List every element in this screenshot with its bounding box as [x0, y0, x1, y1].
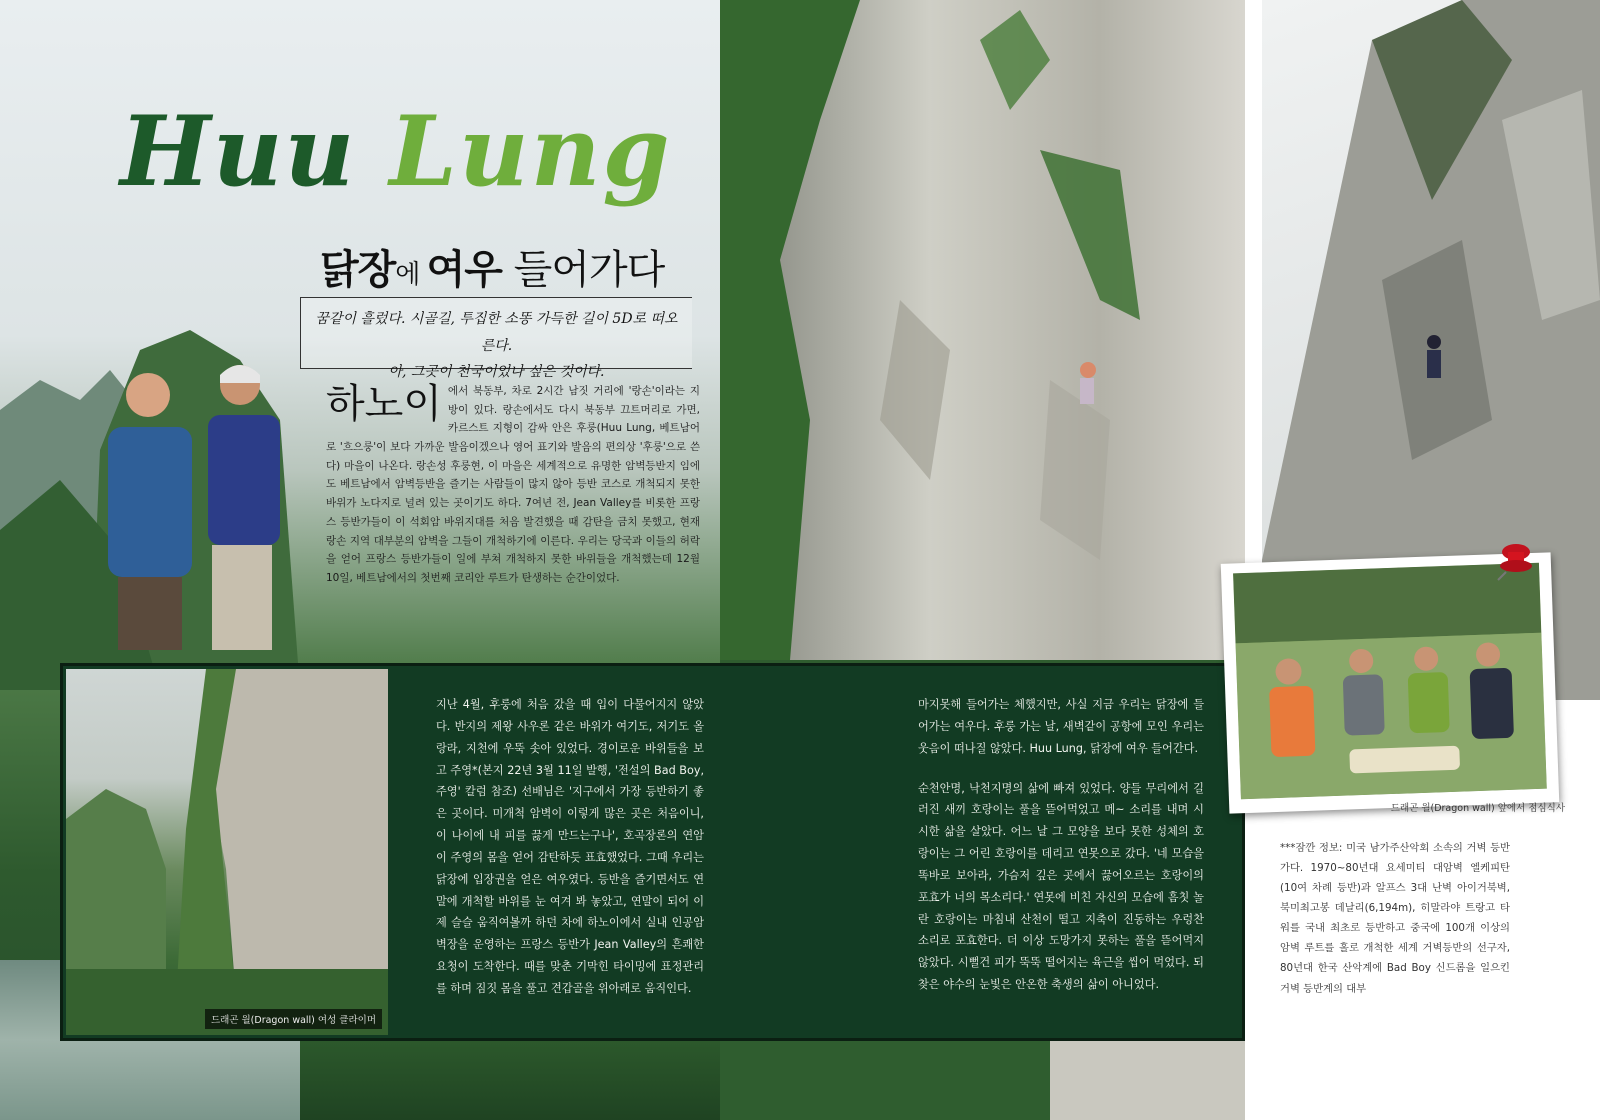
headline-word-lung: Lung [389, 95, 672, 208]
story-column-2-paragraph-1: 마지못해 들어가는 체했지만, 사실 지금 우리는 닭장에 들어가는 여우다. 후룽 가는 날, 새벽같이 공항에 모인 우리는 웃음이 떠나질 않았다. Huu Lung, 닭장에 여우 들어간다. [918, 698, 1204, 755]
lede-quote [300, 297, 692, 381]
lunch-snapshot [1221, 552, 1560, 813]
subtitle-part-1: 닭장 [320, 247, 396, 293]
subtitle [320, 238, 664, 295]
climbers-portrait-photo [60, 355, 310, 650]
subtitle-part-2: 에 [395, 260, 427, 290]
dragon-wall-caption: 드래곤 월(Dragon wall) 여성 클라이머 [205, 1009, 382, 1029]
subtitle-part-4: 들어가다 [501, 247, 665, 293]
lede-line-1: 꿈같이 흘렀다. 시골길, 투집한 소똥 가득한 길이 5D로 떠오른다. [315, 311, 678, 354]
lunch-group-illustration [1233, 563, 1547, 800]
subtitle-part-3: 여우 [426, 247, 502, 293]
lunch-snapshot-caption: 드래곤 월(Dragon wall) 앞에서 점심식사 [1390, 803, 1565, 814]
story-column-2-paragraph-2: 순천안명, 낙천지명의 삶에 빠져 있었다. 양들 무리에서 길 러진 새끼 호랑이는 풀을 뜯어먹었고 메~ 소리를 내며 시시한 삶을 살았다. 어느 날 그 모양을 보다 못한 성체의 호랑이는 그 어린 호랑이를 데리고 연못으로 갔다. '네 모습을 똑바로 보아라, 가슴저 깊은 곳에서 끓어오르는 호랑이의 포효가 너의 목소리다.' 연못에 비친 자신의 모습에 흠칫 놀란 호랑이는 마침내 산천이 떨고 지축이 진동하는 우렁찬 소리로 포효한다. 더 이상 도망가지 못하는 풀을 뜯어먹지 않았다. 시뻘건 피가 뚝뚝 떨어지는 육근을 씹어 먹었다. 되찾은 야수의 눈빛은 안온한 축생의 삶이 아니었다. [918, 781, 1204, 992]
lede-line-2: 아, 그곳이 천국이었나 싶은 것이다. [388, 364, 605, 381]
red-pushpin-icon [1492, 538, 1536, 582]
story-column-1 [436, 694, 704, 1000]
intro-dropcap: 하노이 [326, 381, 442, 427]
intro-body: 에서 북동부, 차로 2시간 남짓 거리에 '랑손'이라는 지방이 있다. 랑손에서도 다시 북동부 끄트머리로 가면, 카르스트 지형이 감싸 안은 후룽(Huu Lung, 베트남어로 '흐으룽'이 보다 가까운 발음이겠으나 영어 표기와 발음의 편의상 '후룽'으로 쓴다) 마을이 나온다. 랑손성 후룽현, 이 마을은 세계적으로 유명한 암벽등반지 임에도 베트남에서 암벽등반을 즐기는 사람들이 많지 않아 등반 코스로 개척되지 못한 바위가 노다지로 널려 있는 곳이기도 하다. 7여년 전, Jean Valley를 비롯한 프랑스 등반가들이 이 석회암 바위지대를 처음 발견했을 때 감탄을 금치 못했고, 현재 랑손 지역 대부분의 암벽을 그들이 개척하기에 이른다. 우리는 당국과 이들의 허락을 얻어 프랑스 등반가들이 일에 부쳐 개척하지 못한 바위들을 개척했는데 12월 10일, 베트남에서의 첫번째 코리안 루트가 탄생하는 순간이었다. [326, 385, 700, 584]
lunch-photo [1233, 563, 1547, 800]
story-column-1-text: 지난 4월, 후룽에 처음 갔을 때 입이 다물어지지 않았다. 반지의 제왕 사우론 같은 바위가 여기도, 저기도 올랑라, 지천에 우뚝 솟아 있었다. 경이로운 바위들을 보고 주영*(본지 22년 3월 11일 발행, '전설의 Bad Boy, 주영' 칼럼 참조) 선배님은 '지구에서 가장 등반하기 좋은 곳이다. 미개척 암벽이 이렇게 많은 곳은 처음이니, 이 나이에 내 피를 끓게 만드는구나', 호곡장론의 연암이 주영의 몸을 얻어 감탄하듯 표효했었다. 그때 우리는 닭장에 입장권을 얻은 여우였다. 등반을 즐기면서도 연말에 개척할 바위를 눈 여겨 봐 놓았고, 연말이 되어 이제 슬슬 움직여볼까 하던 차에 하노이에서 실내 인공암벽장을 운영하는 프랑스 등반가 Jean Valley의 흔쾌한 요청이 도착한다. 때를 맞춘 기막힌 타이밍에 표정관리를 하며 짐짓 몸을 풀고 견갑골을 위아래로 움직인다. [436, 698, 704, 995]
intro-text [326, 382, 700, 588]
story-column-2 [918, 694, 1204, 996]
sidebar-info-note: ***잠깐 정보: 미국 남가주산악회 소속의 거벽 등반가다. 1970~80년대 요세미티 대암벽 엘케피탄(10여 차례 등반)과 알프스 3대 난벽 아이거북벽, 북미최고봉 데날리(6,194m), 히말라야 트랑고 타워를 국내 최초로 등반하고 중국에 100개 이상의 암벽 루트를 홀로 개척한 세계 거벽등반의 선구자, 80년대 한국 산악계에 Bad Boy 신드롬을 일으킨 거벽 등반계의 대부 [1280, 842, 1510, 995]
dragon-wall-photo [66, 669, 388, 1035]
dragon-wall-illustration [66, 669, 388, 1035]
headline [120, 95, 740, 225]
headline-word-huu: Huu [120, 95, 357, 208]
